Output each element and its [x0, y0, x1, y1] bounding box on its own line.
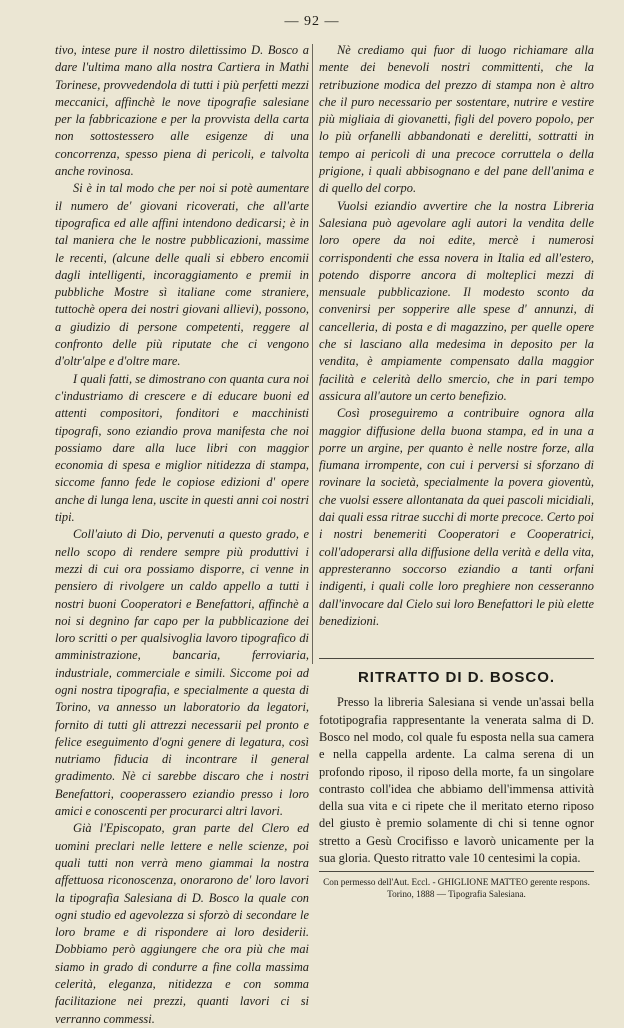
left-paragraph-4: Coll'aiuto di Dio, pervenuti a questo grado, e nello scopo di rendere sempre più produttivi i mezzi di cui ora possiamo disporre, ci venne in pensiero di rivolgere un caldo appello a tutti i nostri buoni Cooperatori e Benefattori, affinchè a noi si degnino far capo per la pubblicazione dei loro scritti o per qualsivoglia lavoro tipografico di amministrazione, bancaria, ferroviaria, industriale, commerciale e simili. Siccome poi ad ogni nostra tipografia, e specialmente a questa di Torino, va annesso un laboratorio da legatori, fornito di tutti gli attrezzi necessarii pel pronto e felice eseguimento d'ogni genere di legatura, così nutriamo fiducia di incontrare il general gradimento. Nè ci sarebbe discaro che i nostri Benefattori, cooperassero eziandio presso i loro amici e conoscenti per procurarci altri lavori. [55, 527, 309, 819]
column-divider [312, 44, 313, 664]
left-paragraph-2: Si è in tal modo che per noi si potè aumentare il numero de' giovani ricoverati, che all'arte tipografica ed alle affini intendono dedicarsi; è in tal maniera che le nostre pubblicazioni, massime le recenti, (alcune delle quali si ebbero encomii dagli intelligenti, incoraggiamento e premii in pubbliche Mostre sì italiane come straniere, tuttochè opera dei nostri giovani allievi), possono, a giudizio di persone competenti, reggere al confronto delle più riputate che ci vengono d'oltr'alpe e d'oltre mare. [55, 181, 309, 369]
left-paragraph-3: I quali fatti, se dimostrano con quanta cura noi c'industriamo di crescere e di educare buoni ed attenti compositori, fonditori e macchinisti tipografi, sono eziandio prova manifesta che noi possiamo dare alla luce libri con maggior economia di spesa e miglior nitidezza di stampa, siccome fanno fede le copiose edizioni d' opere anche di lunga lena, uscite in questi anni coi nostri tipi. [55, 371, 309, 525]
right-paragraph-1: Nè crediamo qui fuor di luogo richiamare alla mente dei benevoli nostri committenti, che la retribuzione modica del prezzo di stampa non è altro che il puro necessario per sostentare, nutrire e vestire più migliaia di giovanetti, figli del povero popolo, per lo più orfanelli abbandonati e derelitti, sottratti in tempo ai pericoli di una precoce corruttela o della prigione, i quali abbisognano e del pane dell'anima e di quello del corpo. [319, 43, 594, 196]
imprint-permission: Con permesso dell'Aut. Eccl. - GHIGLIONE MATTEO gerente respons. [323, 877, 590, 888]
section-spacer [319, 630, 594, 658]
left-paragraph-5: Già l'Episcopato, gran parte del Clero ed uomini preclari nelle lettere e nelle scienze, poi quali tutti non verrà meno giammai la nostra affettuosa riconoscenza, onorarono de' loro lavori la tipografia Salesiana di D. Bosco la quale con ogni studio ed agevolezza si sforzò di secondare le loro brame e di rispondere ai loro desiderii. Dobbiamo però aggiungere che ora più che mai siamo in grado di condurre a fine colla massima celerità, eleganza, nitidezza e con somma facilitazione nei prezzi, quanti lavori ci si verranno commessi. [55, 821, 309, 1026]
section-title: RITRATTO DI D. BOSCO. [357, 669, 556, 687]
left-column [55, 42, 309, 1028]
section-top-rule [319, 658, 594, 659]
right-paragraph-3: Così proseguiremo a contribuire ognora alla maggior diffusione della buona stampa, ed in una a porre un argine, per quanto è nelle nostre forze, alla fiumana irrompente, con cui i perversi si sforzano di rovinare la società, specialmente la povera gioventù, che vuolsi essere allontanata da quei pascoli micidiali, dai quali essa ritrae succhi di morte precoce. Certo poi i nostri benemeriti Cooperatori e Cooperatrici, coll'adoperarsi alla diffusione della verità e della vita, appresteranno soccorso eziandio a tanti orfani indigenti, i quali colle loro preghiere non cesseranno dall'invocare dal Cielo sui loro Benefattori le più elette benedizioni. [319, 406, 594, 628]
imprint-rule [319, 871, 594, 872]
section-paragraph: Presso la libreria Salesiana si vende un'assai bella fototipografia rappresentante la venerata salma di D. Bosco nel modo, col quale fu esposta nella sua camera e nella cappella ardente. La calma serena di un profondo riposo, il riposo della morte, fa un singolare contrasto coll'idea che abbiamo dell'immensa attività della sua vita e ci ripete che il meritato eterno riposo del giusto è premio solamente di chi si tenne ognor stretto a Gesù Crocifisso e lavorò unicamente per la sua gloria. Questo ritratto vale 10 centesimi la copia. [319, 695, 594, 866]
page-number: — 92 — [284, 14, 340, 29]
right-column [319, 42, 594, 900]
right-paragraph-2: Vuolsi eziandio avvertire che la nostra Libreria Salesiana può agevolare agli autori la vendita delle loro opere da noi edite, mercè i numerosi corrispondenti che essa novera in Italia ed all'estero, potendo disporre ancora di molteplici mezzi di mensuale pubblicazione. Il modesto sconto da convenirsi per sopperire alle spese d' annunzi, di cancelleria, di posta e di magazzino, per quelle opere che si lasciano alla medesima in deposito per la vendita, è ampiamente compensato dalla maggior facilità e celerità dello smercio, che in pari tempo assicura all'autore un certo benefizio. [319, 198, 594, 403]
imprint-place-date: Torino, 1888 — Tipografia Salesiana. [387, 889, 526, 900]
left-paragraph-1: tivo, intese pure il nostro dilettissimo D. Bosco a dare l'ultima mano alla nostra Cartiera in Mathi Torinese, provvedendola di tutti i più perfetti mezzi meccanici, affinchè le nove tipografie salesiane per la fabbricazione e per la provvista della carta non sottostessero alle esigenze di una concorrenza, spesso piena di pericoli, e talvolta anche rovinosa. [55, 43, 309, 179]
